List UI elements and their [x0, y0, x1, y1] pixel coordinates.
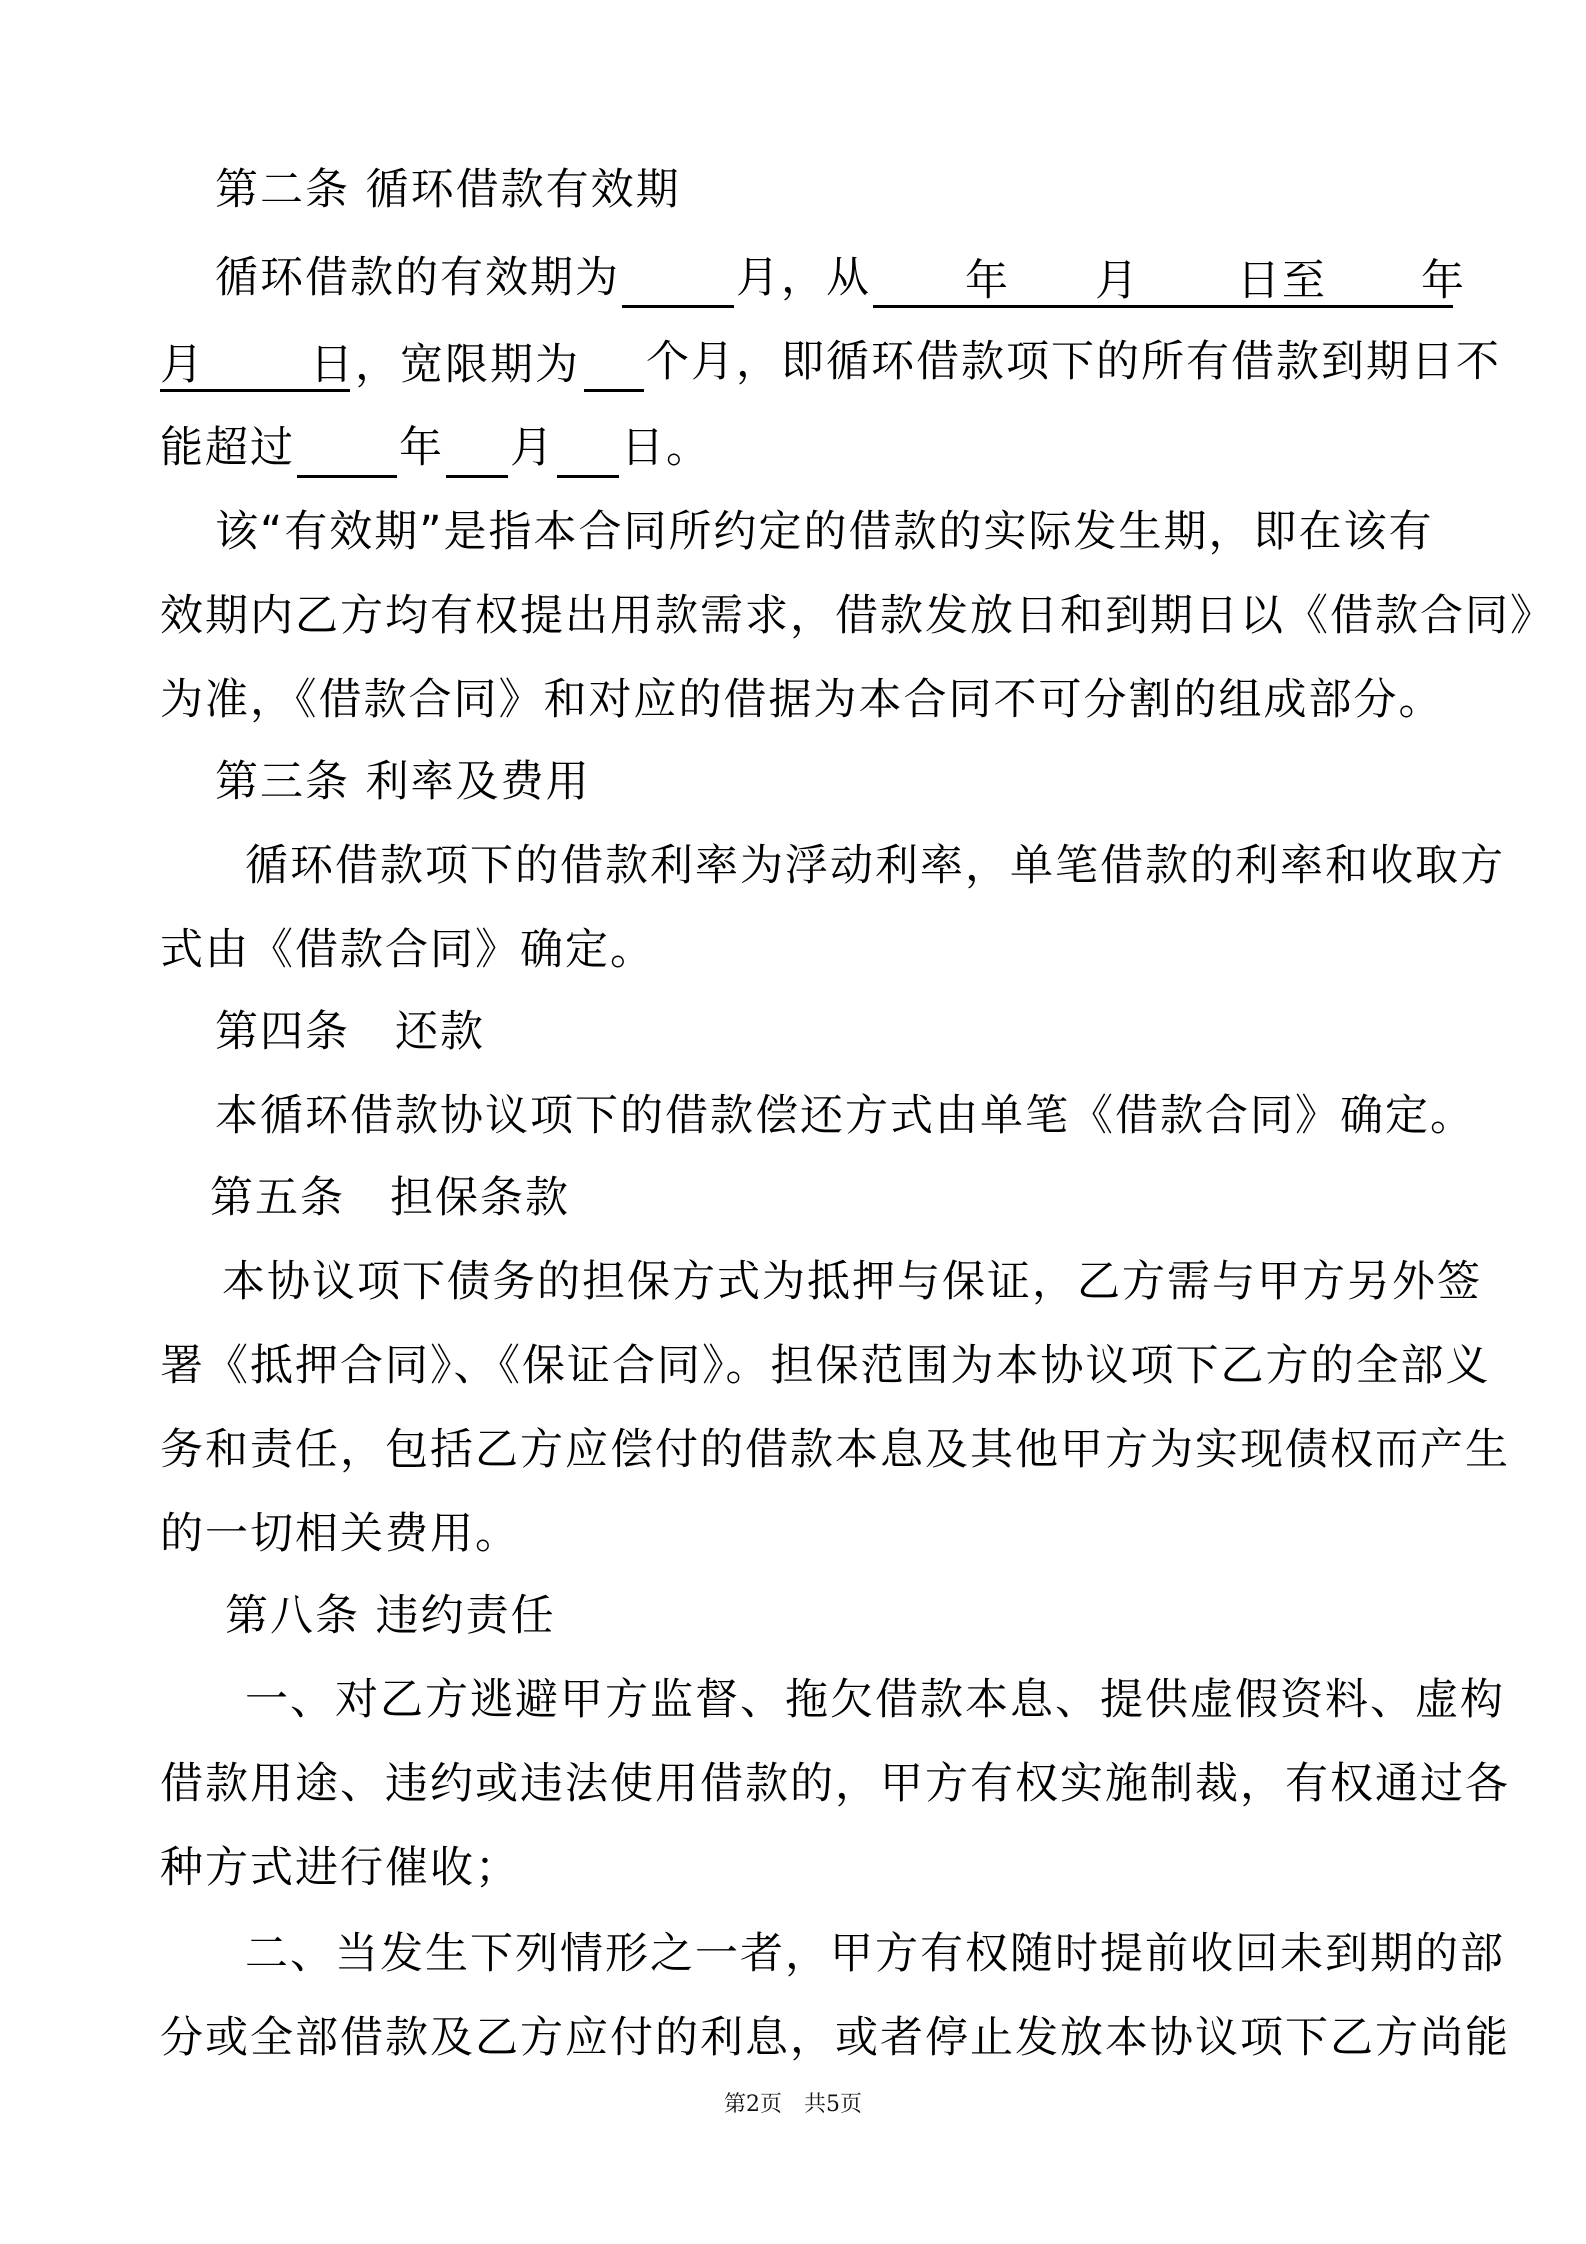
blank-year: [297, 431, 397, 478]
article-3-line-1: 循环借款项下的借款利率为浮动利率，单笔借款的利率和收取方: [245, 841, 1505, 891]
text-segment: 年: [1421, 256, 1466, 306]
text-segment: 日至: [1237, 256, 1327, 306]
blank-end-date: [160, 340, 580, 392]
article-8-para-2-line-1: 二、当发生下列情形之一者，甲方有权随时提前收回未到期的部: [245, 1929, 1505, 1979]
text-segment: 能超过: [160, 423, 295, 473]
article-2-para-2-line-2: 效期内乙方均有权提出用款需求，借款发放日和到期日以《借款合同》: [160, 591, 1555, 641]
page-number: 第2页 共5页: [724, 2092, 862, 2117]
article-8-para-1-line-3: 种方式进行催收；: [160, 1843, 520, 1893]
article-2-para-2-line-1: 该“有效期”是指本合同所约定的借款的实际发生期，即在该有: [215, 507, 1434, 557]
text-segment: 循环借款的有效期为: [215, 253, 620, 303]
article-3-line-2: 式由《借款合同》确定。: [160, 925, 655, 975]
text-segment: 年: [399, 423, 444, 473]
text-segment: 个月，即循环借款项下的所有借款到期日不: [646, 337, 1501, 387]
blank-start-date: [873, 256, 1466, 308]
article-5-line-2: 署《抵押合同》、《保证合同》。担保范围为本协议项下乙方的全部义: [160, 1341, 1491, 1391]
text-segment: 年: [965, 256, 1010, 306]
article-2-line-1: [215, 248, 1466, 308]
blank-day: [557, 431, 619, 478]
article-8-para-2-line-2: 分或全部借款及乙方应付的利息，或者停止发放本协议项下乙方尚能: [160, 2013, 1510, 2063]
article-2-line-2: [160, 332, 1501, 392]
blank-month: [446, 431, 508, 478]
article-8-heading: 第八条 违约责任: [225, 1591, 556, 1641]
article-2-heading: 第二条 循环借款有效期: [215, 165, 681, 215]
text-segment: 月: [510, 423, 555, 473]
article-4-line-1: 本循环借款协议项下的借款偿还方式由单笔《借款合同》确定。: [215, 1091, 1475, 1141]
text-segment: 月，从: [736, 253, 871, 303]
text-segment: 月: [160, 340, 205, 390]
article-5-line-3: 务和责任，包括乙方应偿付的借款本息及其他甲方为实现债权而产生: [160, 1425, 1510, 1475]
blank-months: [622, 261, 734, 308]
article-2-para-2-line-3: 为准，《借款合同》和对应的借据为本合同不可分割的组成部分。: [160, 675, 1444, 725]
article-5-line-4: 的一切相关费用。: [160, 1509, 520, 1559]
article-2-line-3: [160, 418, 711, 478]
text-segment: 日。: [621, 423, 711, 473]
article-4-heading: 第四条 还款: [215, 1007, 485, 1057]
article-3-heading: 第三条 利率及费用: [215, 757, 591, 807]
article-8-para-1-line-1: 一、对乙方逃避甲方监督、拖欠借款本息、提供虚假资料、虚构: [245, 1675, 1505, 1725]
blank-grace-months: [584, 345, 644, 392]
article-5-line-1: 本协议项下债务的担保方式为抵押与保证，乙方需与甲方另外签: [222, 1257, 1482, 1307]
article-8-para-1-line-2: 借款用途、违约或违法使用借款的，甲方有权实施制裁，有权通过各: [160, 1759, 1510, 1809]
text-segment: 日，宽限期为: [310, 340, 580, 390]
text-segment: 月: [1095, 256, 1140, 306]
article-5-heading: 第五条 担保条款: [210, 1173, 570, 1223]
